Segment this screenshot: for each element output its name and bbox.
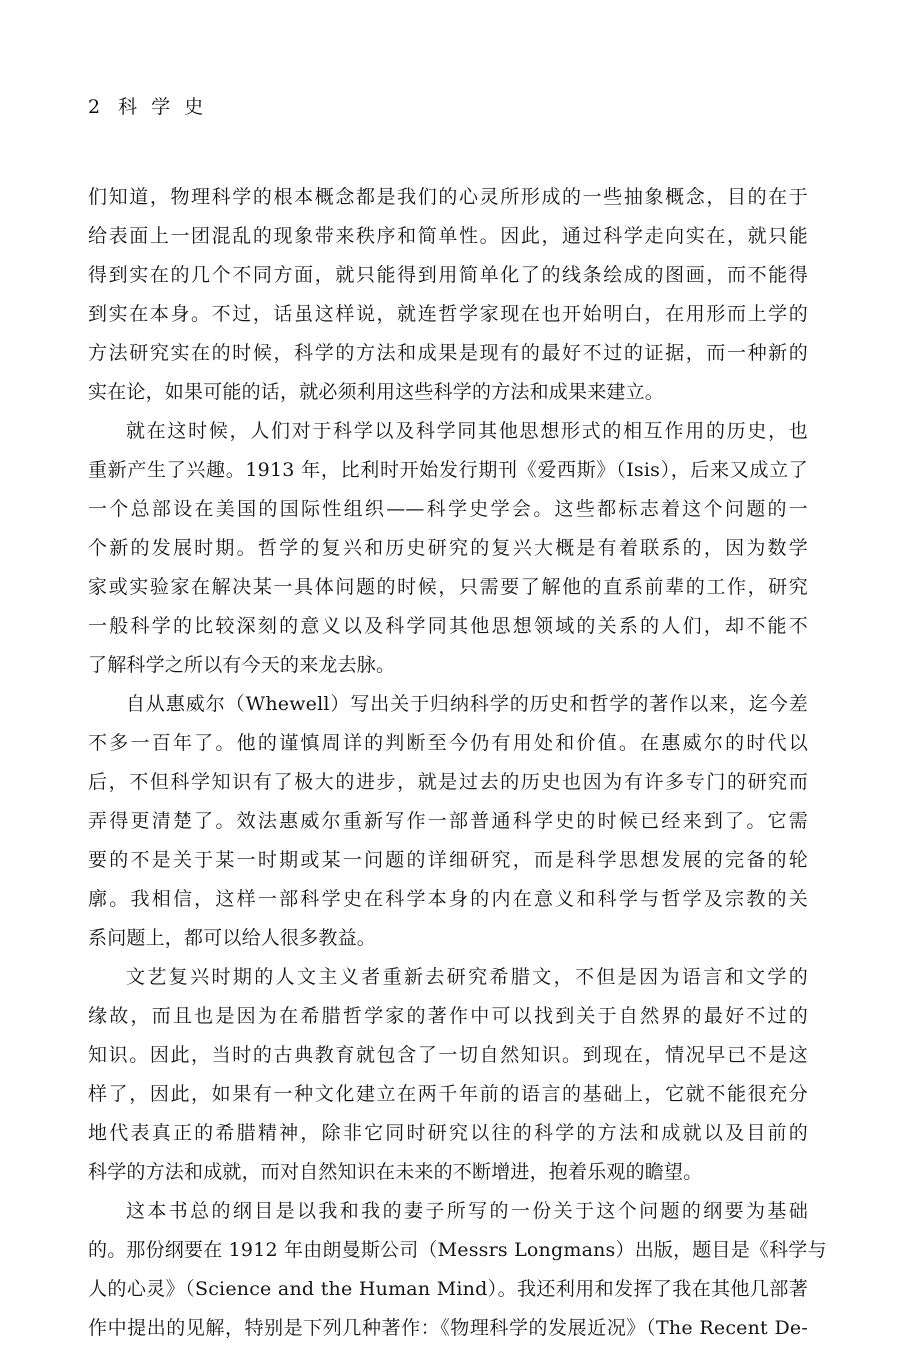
running-title: 科 学 史 bbox=[118, 96, 208, 118]
text-line: 的。那份纲要在 1912 年由朗曼斯公司（Messrs Longmans）出版，题目是《科学与 bbox=[88, 1239, 827, 1261]
text-line: 样了，因此，如果有一种文化建立在两千年前的语言的基础上，它就不能很充分 bbox=[88, 1083, 808, 1105]
text-line: 了解科学之所以有今天的来龙去脉。 bbox=[88, 654, 396, 676]
text-line: 系问题上，都可以给人很多教益。 bbox=[88, 927, 377, 949]
text-line: 这本书总的纲目是以我和我的妻子所写的一份关于这个问题的纲要为基础 bbox=[126, 1200, 808, 1222]
paragraph bbox=[88, 685, 808, 958]
text-line: 廓。我相信，这样一部科学史在科学本身的内在意义和科学与哲学及宗教的关 bbox=[88, 888, 808, 910]
text-line: 方法研究实在的时候，科学的方法和成果是现有的最好不过的证据，而一种新的 bbox=[88, 342, 808, 364]
text-line: 缘故，而且也是因为在希腊哲学家的著作中可以找到关于自然界的最好不过的 bbox=[88, 1005, 808, 1027]
paragraph bbox=[88, 958, 808, 1192]
text-line: 不多一百年了。他的谨慎周详的判断至今仍有用处和价值。在惠威尔的时代以 bbox=[88, 732, 808, 754]
text-line: 后，不但科学知识有了极大的进步，就是过去的历史也因为有许多专门的研究而 bbox=[88, 771, 808, 793]
text-line: 文艺复兴时期的人文主义者重新去研究希腊文，不但是因为语言和文学的 bbox=[126, 966, 808, 988]
text-line: 实在论，如果可能的话，就必须利用这些科学的方法和成果来建立。 bbox=[88, 381, 665, 403]
text-line: 弄得更清楚了。效法惠威尔重新写作一部普通科学史的时候已经来到了。它需 bbox=[88, 810, 808, 832]
text-line: 家或实验家在解决某一具体问题的时候，只需要了解他的直系前辈的工作，研究 bbox=[88, 576, 808, 598]
text-line: 知识。因此，当时的古典教育就包含了一切自然知识。到现在，情况早已不是这 bbox=[88, 1044, 808, 1066]
text-line: 个新的发展时期。哲学的复兴和历史研究的复兴大概是有着联系的，因为数学 bbox=[88, 537, 808, 559]
text-line: 重新产生了兴趣。1913 年，比利时开始发行期刊《爱西斯》（Isis），后来又成立了 bbox=[88, 459, 808, 481]
text-line: 给表面上一团混乱的现象带来秩序和简单性。因此，通过科学走向实在，就只能 bbox=[88, 225, 808, 247]
running-header bbox=[88, 92, 207, 119]
text-line: 们知道，物理科学的根本概念都是我们的心灵所形成的一些抽象概念，目的在于 bbox=[88, 186, 808, 208]
text-line: 科学的方法和成就，而对自然知识在未来的不断增进，抱着乐观的瞻望。 bbox=[88, 1161, 703, 1183]
text-line: 自从惠威尔（Whewell）写出关于归纳科学的历史和哲学的著作以来，迄今差 bbox=[126, 693, 808, 715]
text-line: 人的心灵》（Science and the Human Mind）。我还利用和发挥了我在其他几部著 bbox=[88, 1278, 808, 1300]
text-line: 得到实在的几个不同方面，就只能得到用简单化了的线条绘成的图画，而不能得 bbox=[88, 264, 808, 286]
text-line: 到实在本身。不过，话虽这样说，就连哲学家现在也开始明白，在用形而上学的 bbox=[88, 303, 808, 325]
text-line: 地代表真正的希腊精神，除非它同时研究以往的科学的方法和成就以及目前的 bbox=[88, 1122, 808, 1144]
paragraph bbox=[88, 178, 808, 412]
text-line: 作中提出的见解，特别是下列几种著作：《物理科学的发展近况》（The Recent De- bbox=[88, 1317, 808, 1339]
paragraph bbox=[88, 1192, 827, 1348]
paragraph bbox=[88, 412, 808, 685]
text-line: 就在这时候，人们对于科学以及科学同其他思想形式的相互作用的历史，也 bbox=[126, 420, 808, 442]
text-line: 一般科学的比较深刻的意义以及科学同其他思想领域的关系的人们，却不能不 bbox=[88, 615, 808, 637]
body-text bbox=[88, 178, 827, 1348]
text-line: 要的不是关于某一时期或某一问题的详细研究，而是科学思想发展的完备的轮 bbox=[88, 849, 808, 871]
page-number: 2 bbox=[88, 96, 101, 118]
text-line: 一个总部设在美国的国际性组织——科学史学会。这些都标志着这个问题的一 bbox=[88, 498, 808, 520]
